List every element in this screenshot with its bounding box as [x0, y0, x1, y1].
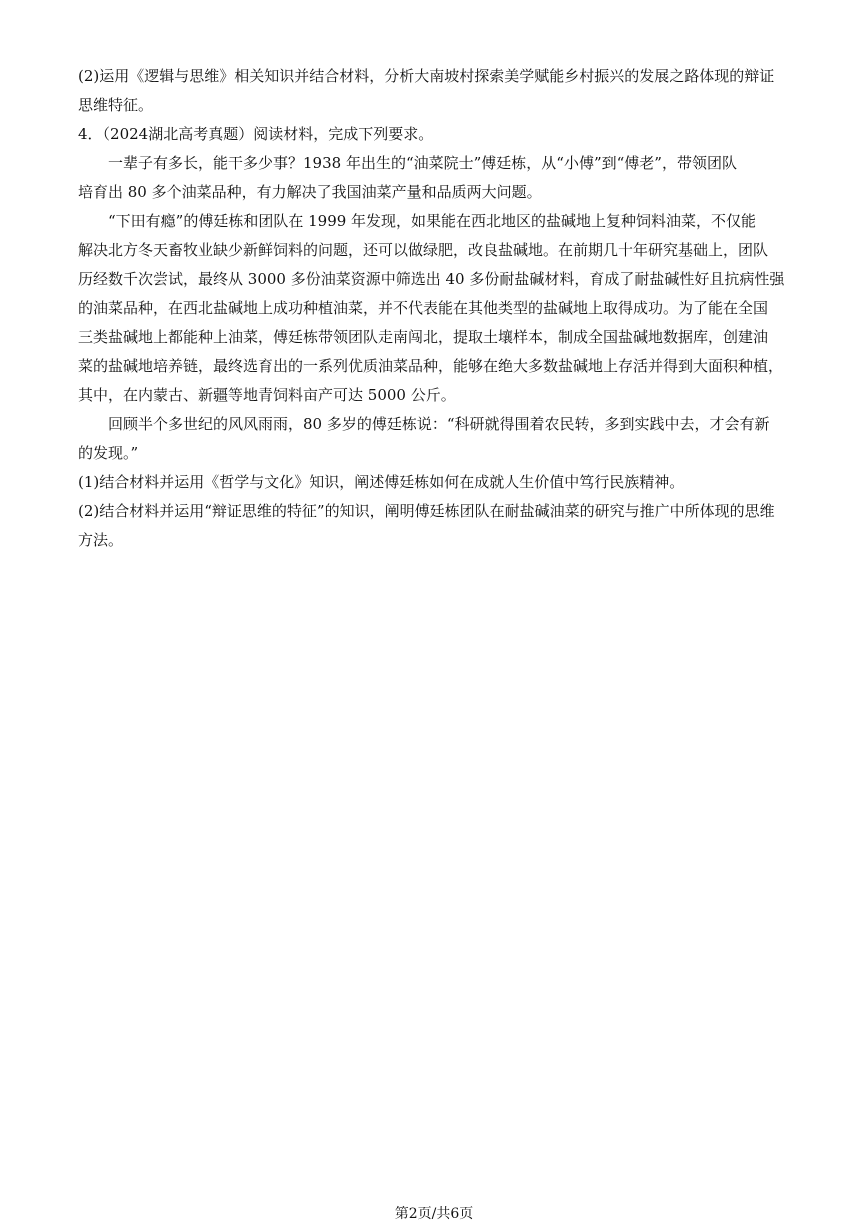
page-content — [78, 62, 792, 555]
material-paragraph-1 — [78, 149, 792, 207]
text-line: 菜的盐碱地培养链，最终选育出的一系列优质油菜品种，能够在绝大多数盐碱地上存活并得到大面积种植， — [78, 357, 784, 375]
text-line: “下田有瘾”的傅廷栋和团队在 1999 年发现，如果能在西北地区的盐碱地上复种饲料油菜，不仅能 — [108, 212, 757, 230]
question-heading: 4．（2024湖北高考真题）阅读材料，完成下列要求。 — [78, 125, 434, 143]
text-line: (2)结合材料并运用“辩证思维的特征”的知识，阐明傅廷栋团队在耐盐碱油菜的研究与推广中所体现的思维 — [78, 502, 775, 520]
question-4-heading — [78, 120, 792, 149]
material-paragraph-3 — [78, 410, 792, 468]
text-line: 解决北方冬天畜牧业缺少新鲜饲料的问题，还可以做绿肥，改良盐碱地。在前期几十年研究基础上，团队 — [78, 241, 769, 259]
page-footer — [0, 1205, 868, 1223]
page-number: 第2页/共6页 — [394, 1206, 474, 1222]
text-line: 方法。 — [78, 531, 124, 549]
text-line: 历经数千次尝试，最终从 3000 多份油菜资源中筛选出 40 多份耐盐碱材料，育成了耐盐碱性好且抗病性强 — [78, 270, 785, 288]
material-paragraph-2 — [78, 207, 792, 410]
text-line: 的发现。” — [78, 444, 139, 462]
text-line: 思维特征。 — [78, 96, 154, 114]
text-line: 其中，在内蒙古、新疆等地青饲料亩产可达 5000 公斤。 — [78, 386, 456, 404]
text-line: (1)结合材料并运用《哲学与文化》知识，阐述傅廷栋如何在成就人生价值中笃行民族精神。 — [78, 473, 685, 491]
sub-question-2 — [78, 497, 792, 555]
text-line: 培育出 80 多个油菜品种，有力解决了我国油菜产量和品质两大问题。 — [78, 183, 542, 201]
text-line: (2)运用《逻辑与思维》相关知识并结合材料，分析大南坡村探索美学赋能乡村振兴的发展之路体现的辩证 — [78, 67, 775, 85]
text-line: 的油菜品种，在西北盐碱地上成功种植油菜，并不代表能在其他类型的盐碱地上取得成功。为了能在全国 — [78, 299, 769, 317]
text-line: 回顾半个多世纪的风风雨雨，80 多岁的傅廷栋说：“科研就得围着农民转，多到实践中去，才会有新 — [108, 415, 770, 433]
text-line: 一辈子有多长，能干多少事？1938 年出生的“油菜院士”傅廷栋，从“小傅”到“傅老”，带领团队 — [108, 154, 737, 172]
sub-question-1 — [78, 468, 792, 497]
text-line: 三类盐碱地上都能种上油菜，傅廷栋带领团队走南闯北，提取土壤样本，制成全国盐碱地数据库，创建油 — [78, 328, 769, 346]
previous-question-part2 — [78, 62, 792, 120]
